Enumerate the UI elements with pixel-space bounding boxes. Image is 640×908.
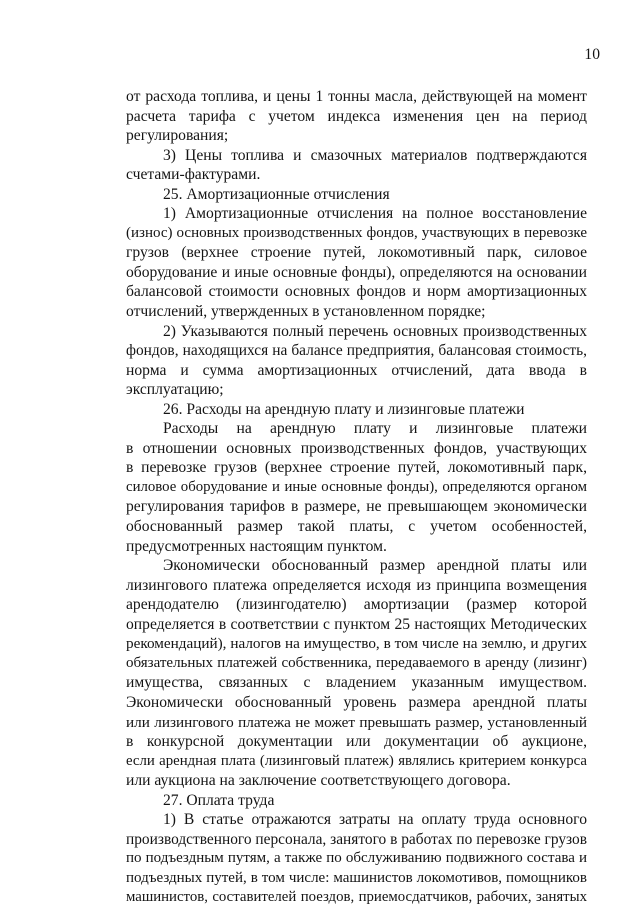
text-line: балансовой стоимости основных фондов и норм амортизационных <box>126 283 587 301</box>
text-line: подъездных путей, в том числе: машинистов локомотивов, помощников <box>126 869 587 886</box>
text-line: оборудование и иные основные фонды), определяются на основании <box>126 263 587 281</box>
text-line: расчета тарифа с учетом индекса изменения цен на период <box>126 107 587 125</box>
text-line: обязательных платежей собственника, передаваемого в аренду (лизинг) <box>126 654 587 671</box>
text-line: счетами-фактурами. <box>126 166 261 184</box>
text-line: 1) Амортизационные отчисления на полное восстановление <box>163 205 587 223</box>
text-line: или аукциона на заключение соответствующего договора. <box>126 772 511 790</box>
text-line: (износ) основных производственных фондов, участвующих в перевозке <box>126 224 587 241</box>
text-line: грузов (верхнее строение путей, локомотивный парк, силовое <box>126 244 587 262</box>
page-number: 10 <box>584 46 600 63</box>
text-line: 3) Цены топлива и смазочных материалов подтверждаются <box>163 146 587 164</box>
text-line: обоснованный размер такой платы, с учетом особенностей, <box>126 518 587 536</box>
text-line: силовое оборудование и иные основные фонды), определяются органом <box>126 478 587 495</box>
text-line: 26. Расходы на арендную плату и лизинговые платежи <box>163 400 525 418</box>
text-line: Экономически обоснованный размер арендной платы или <box>163 557 587 575</box>
text-line: определяется в соответствии с пунктом 25 настоящих Методических <box>126 615 587 633</box>
text-line: Расходы на арендную плату и лизинговые платежи <box>163 420 587 438</box>
text-line: 2) Указываются полный перечень основных производственных <box>163 322 587 340</box>
text-line: регулирования тарифов в размере, не превышающем экономически <box>126 498 587 516</box>
text-line: норма и сумма амортизационных отчислений, дата ввода в <box>126 361 587 379</box>
text-line: в конкурсной документации или документации об аукционе, <box>126 733 587 751</box>
text-line: лизингового платежа определяется исходя из принципа возмещения <box>126 576 587 594</box>
text-line: отчислений, утвержденных в установленном порядке; <box>126 303 486 321</box>
text-line: в перевозке грузов (верхнее строение путей, локомотивный парк, <box>126 459 587 477</box>
body-text <box>126 87 587 908</box>
text-line: фондов, находящихся на балансе предприятия, балансовая стоимость, <box>126 342 587 360</box>
text-line: машинистов, составителей поездов, приемосдатчиков, рабочих, занятых <box>126 889 587 906</box>
text-line: или лизингового платежа не может превышать размер, установленный <box>126 713 587 731</box>
text-line: по подъездным путям, а также по обслуживанию подвижного состава и <box>126 850 587 867</box>
text-line: от расхода топлива, и цены 1 тонны масла, действующей на момент <box>126 88 587 105</box>
text-line: если арендная плата (лизинговый платеж) являлись критерием конкурса <box>126 752 587 769</box>
text-line: в отношении основных производственных фондов, участвующих <box>126 439 587 457</box>
text-line: эксплуатацию; <box>126 381 224 399</box>
text-line: 1) В статье отражаются затраты на оплату труда основного <box>163 811 587 829</box>
text-line: имущества, связанных с владением указанным имуществом. <box>126 674 587 692</box>
text-line: 27. Оплата труда <box>163 791 275 809</box>
text-line: регулирования; <box>126 127 229 145</box>
text-line: предусмотренных настоящим пунктом. <box>126 537 387 555</box>
text-line: рекомендаций), налогов на имущество, в том числе на землю, и других <box>126 635 587 653</box>
text-line: 25. Амортизационные отчисления <box>163 185 390 203</box>
text-line: Экономически обоснованный уровень размера арендной платы <box>126 693 587 711</box>
text-line: производственного персонала, занятого в работах по перевозке грузов <box>126 830 587 848</box>
text-line: арендодателю (лизингодателю) амортизации (размер которой <box>126 596 587 614</box>
